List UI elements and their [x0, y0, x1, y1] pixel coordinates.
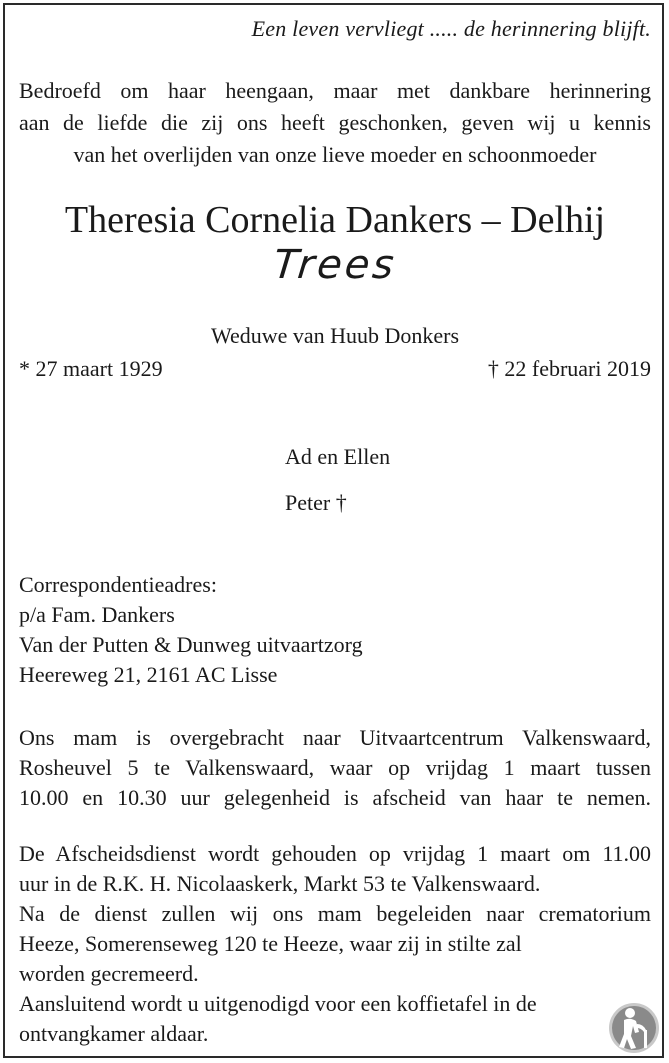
intro-text [19, 75, 651, 171]
paragraph-line: De Afscheidsdienst wordt gehouden op vrijdag 1 maart om 11.00 [19, 841, 651, 866]
intro-line: aan de liefde die zij ons heeft geschonken, geven wij u kennis [19, 110, 651, 135]
address-line: Van der Putten & Dunweg uitvaartzorg [19, 632, 363, 657]
paragraph-line: Na de dienst zullen wij ons mam begeleiden naar crematorium [19, 901, 651, 926]
paragraph-line: worden gecremeerd. [19, 961, 199, 986]
family-line: Ad en Ellen [285, 444, 391, 469]
death-date: † 22 februari 2019 [487, 356, 651, 381]
paragraph-line: Heeze, Somerenseweg 120 te Heeze, waar zij in stilte zal [19, 931, 522, 956]
address-line: Correspondentieadres: [19, 572, 217, 597]
widow-of: Weduwe van Huub Donkers [210, 323, 460, 348]
family-line: Peter † [285, 490, 347, 515]
paragraph-line: uur in de R.K. H. Nicolaaskerk, Markt 53 te Valkenswaard. [19, 871, 541, 896]
correspondence-address [19, 570, 651, 690]
birth-date: * 27 maart 1929 [19, 356, 163, 381]
paragraph-line: Ons mam is overgebracht naar Uitvaartcentrum Valkenswaard, [19, 725, 651, 750]
paragraph-line: 10.00 en 10.30 uur gelegenheid is afscheid van haar te nemen. [19, 785, 651, 810]
address-line: Heereweg 21, 2161 AC Lisse [19, 662, 278, 687]
mourning-figure-icon [608, 1002, 660, 1054]
service-paragraph [19, 839, 651, 1049]
address-line: p/a Fam. Dankers [19, 602, 175, 627]
intro-line: van het overlijden van onze lieve moeder en schoonmoeder [73, 142, 597, 167]
transfer-paragraph [19, 723, 651, 813]
paragraph-line: Aansluitend wordt u uitgenodigd voor een koffietafel in de [19, 991, 537, 1016]
intro-line: Bedroefd om haar heengaan, maar met dankbare herinnering [19, 78, 651, 103]
deceased-full-name: Theresia Cornelia Dankers – Delhij [64, 199, 606, 241]
paragraph-line: Rosheuvel 5 te Valkenswaard, waar op vrijdag 1 maart tussen [19, 755, 651, 780]
paragraph-line: ontvangkamer aldaar. [19, 1021, 209, 1046]
deceased-nickname: Trees [271, 242, 399, 288]
motto: Een leven vervliegt ..... de herinnering blijft. [251, 16, 651, 41]
